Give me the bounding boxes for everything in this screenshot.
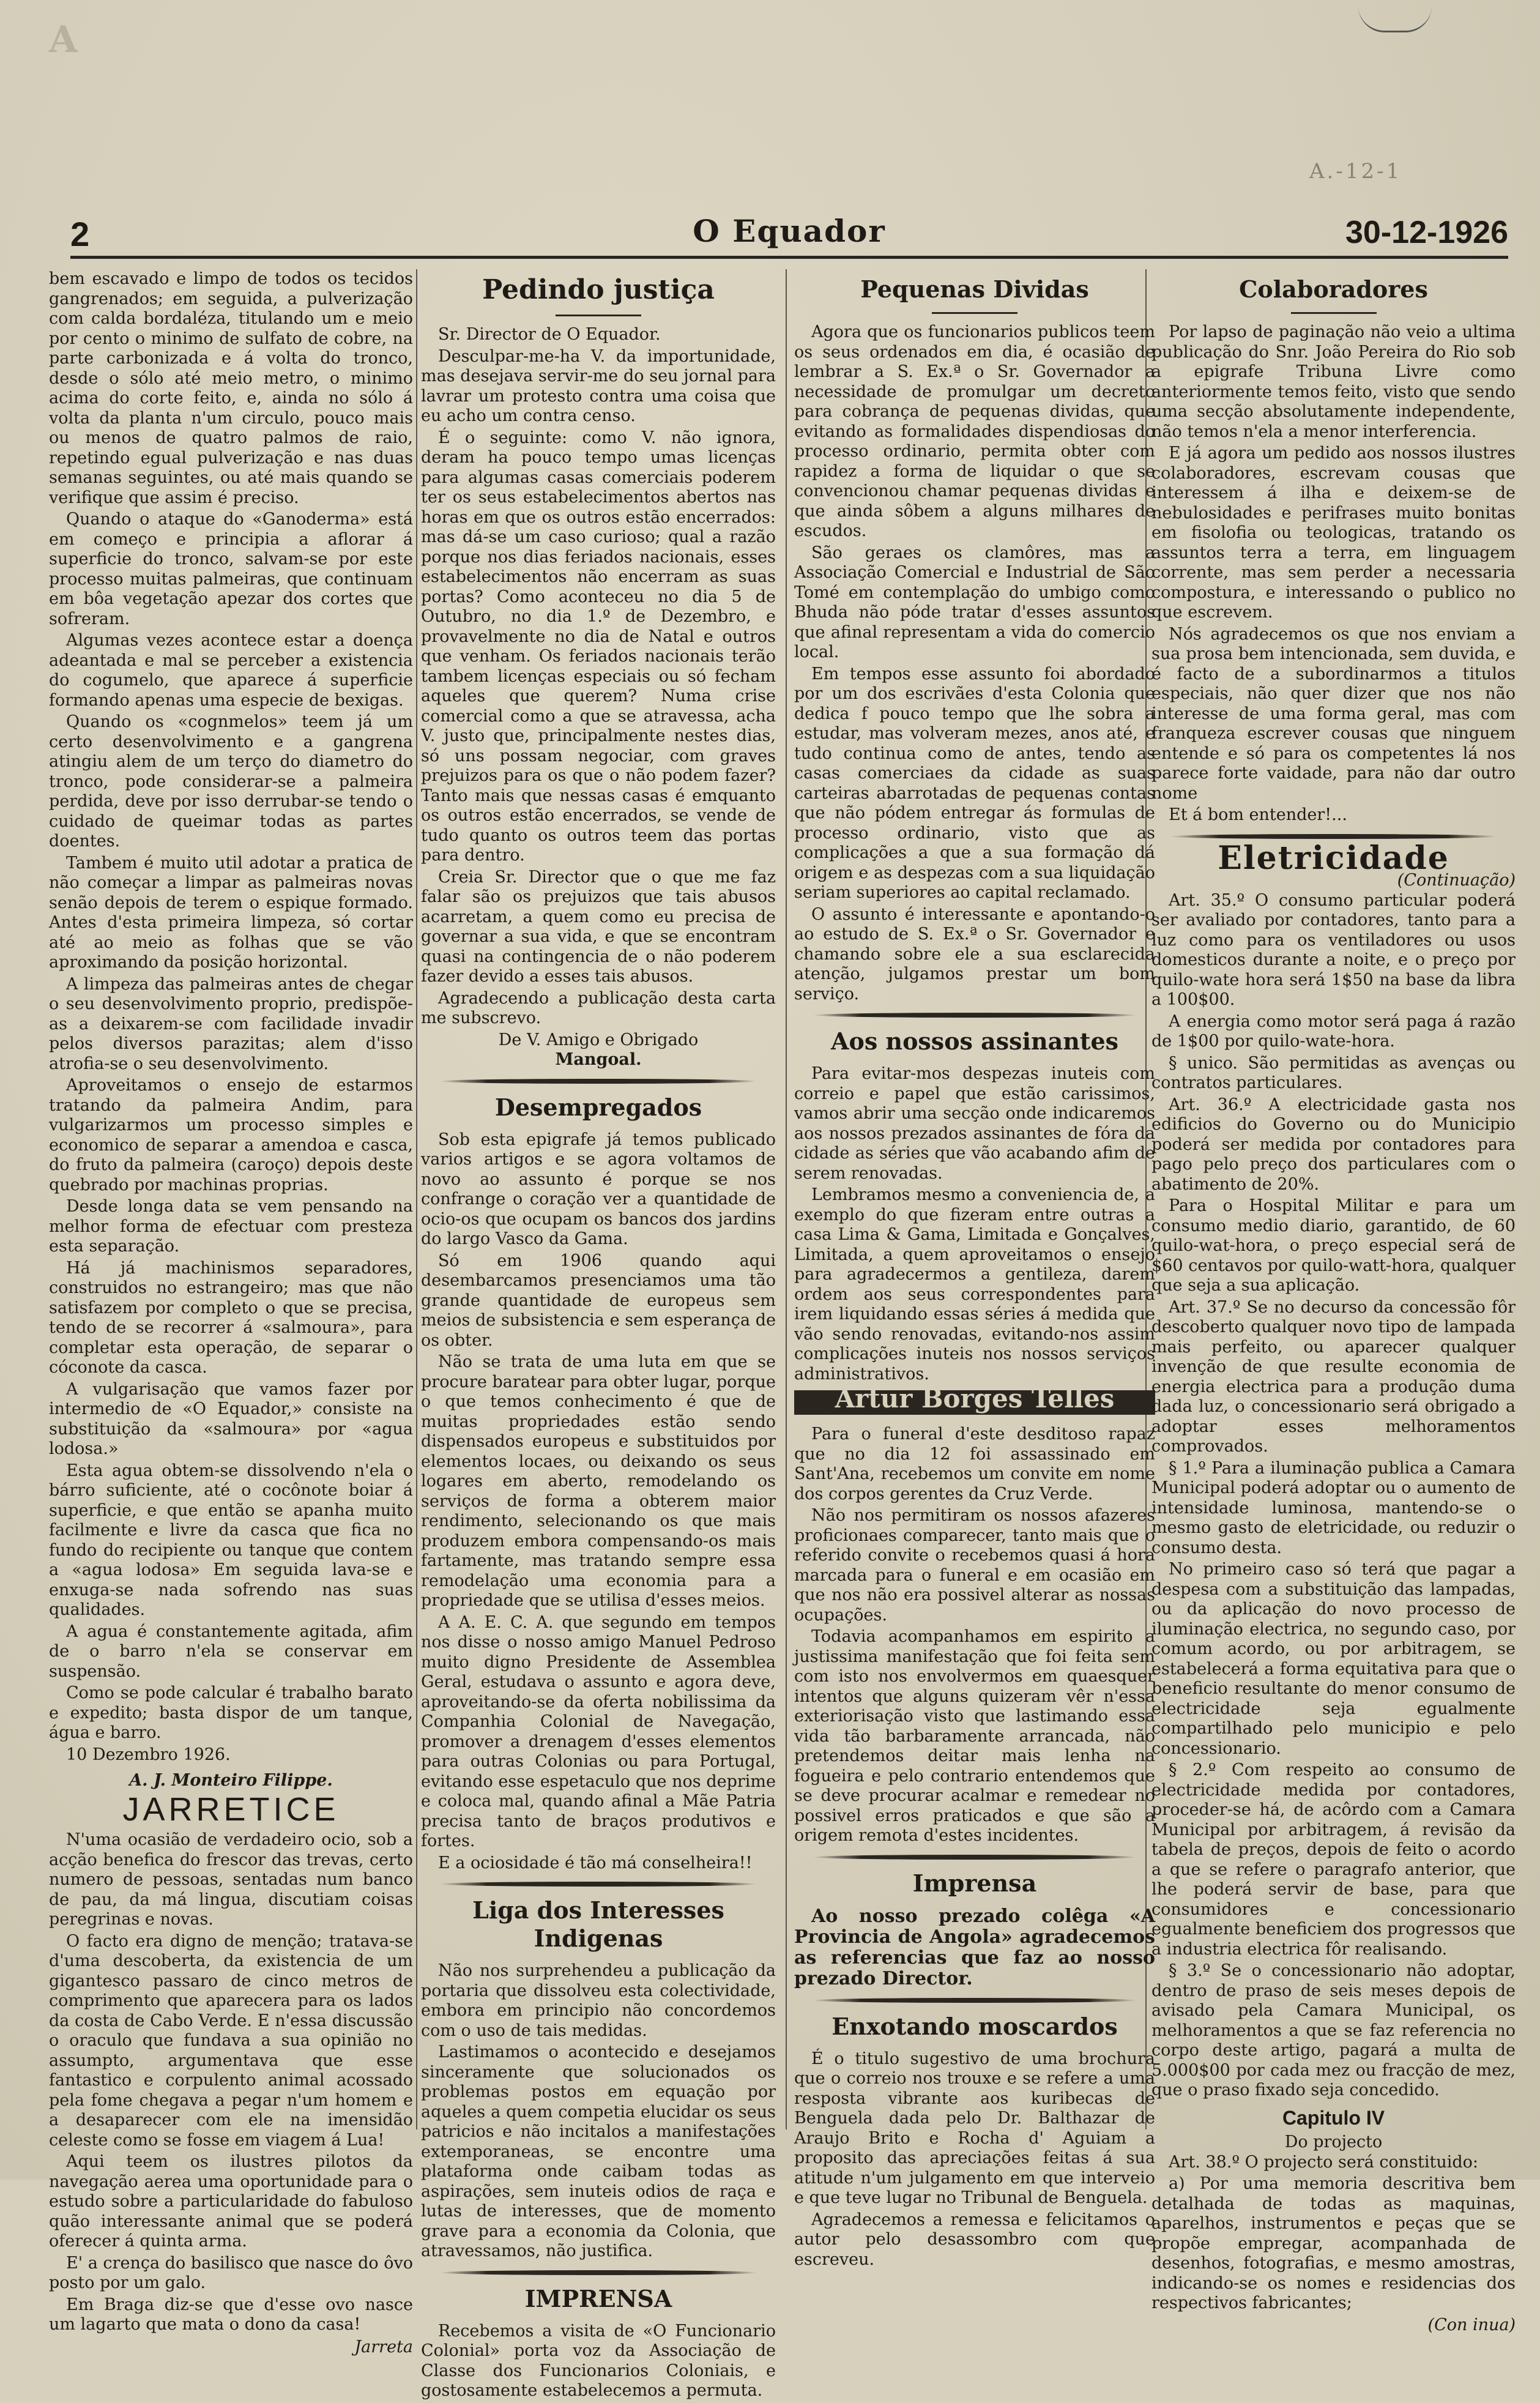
divider	[932, 312, 1017, 314]
divider	[813, 1013, 1137, 1018]
chapter-subheading: Do projecto	[1284, 2133, 1383, 2152]
paragraph: Algumas vezes acontece estar a doença adeantada e mal se perceber a existencia do cogumelo, que aparece á superficie formando apenas uma especie de bexigas.	[49, 631, 413, 710]
paragraph: bem escavado e limpo de todos os tecidos gangrenados; em seguida, a pulverização com calda bordaléza, titulando um e meio por cento o minimo de sulfato de cobre, na parte carbonizada e á volta do tronco, desde o sólo até meio metro, o minimo acima do corte feito, e, ainda no sólo á volta da planta n'um circulo, pouco mais ou menos de quatro palmos de raio, repetindo egual pulverização e nas duas semanas seguintes, ou até mais quando se verifique que assim é preciso.	[49, 269, 413, 507]
paragraph: Para o Hospital Militar e para um consumo medio diario, garantido, de 60 quilo-wat-hora, o preço especial será de $60 centavos por quilo-watt-hora, qualquer que seja a sua aplicação.	[1151, 1196, 1516, 1295]
paragraph: A energia como motor será paga á razão de 1$00 por quilo-wate-hora.	[1151, 1011, 1516, 1051]
article-signature: Jarreta	[354, 2337, 413, 2356]
paragraph: A vulgarisação que vamos fazer por intermedio de «O Equador,» consiste na substituição da «salmoura» por «agua lodosa.»	[49, 1379, 413, 1458]
divider	[439, 1882, 757, 1887]
paragraph: a) Por uma memoria descritiva bem detalhada de todas as maquinas, aparelhos, instrumentos e peças que se propõe empregar, acompanhada de desenhos, fotografias, e mesmo amostras, indicando-se os nomes e residencias dos respectivos fabricantes;	[1151, 2174, 1516, 2312]
divider	[439, 1079, 757, 1084]
chapter-heading: Capitulo IV	[1282, 2106, 1385, 2129]
headline-imprensa-2: Imprensa	[912, 1869, 1037, 1897]
column-2	[421, 269, 776, 2403]
closing: De V. Amigo e Obrigado	[498, 1030, 699, 1049]
headline-imprensa: IMPRENSA	[524, 2284, 672, 2312]
banner-text: Artur Borges Telles	[835, 1384, 1115, 1414]
paragraph: Sob esta epigrafe já temos publicado varios artigos e se agora voltamos de novo ao assunto é porque se nos confrange o coração ver a quantidade de ocio-os que ocupam os bancos dos jardins do largo Vasco da Gama.	[421, 1130, 776, 1248]
paragraph: § 1.º Para a iluminação publica a Camara Municipal poderá adoptar ou o aumento de intensidade luminosa, mantendo-se o mesmo gasto de eletricidade, ou reduzir o consumo desta.	[1151, 1458, 1516, 1557]
headline-pequenas-dividas: Pequenas Dividas	[860, 275, 1089, 303]
masthead-rule	[70, 256, 1508, 259]
headline-desempregados: Desempregados	[494, 1093, 702, 1121]
paragraph: Há já machinismos separadores, construidos no estrangeiro; mas que não satisfazem por completo o que se precisa, tendo de se recorrer á «salmoura», para completar esta operação, de separar o cóconote da casca.	[49, 1258, 413, 1377]
divider	[556, 315, 641, 316]
paragraph: Art. 36.º A electricidade gasta nos edificios do Governo ou do Municipio poderá ser medida por contadores para pago pelo preço dos particulares com o abatimento de 20%.	[1151, 1095, 1516, 1194]
headline-eletricidade: Eletricidade	[1218, 839, 1449, 877]
masthead	[70, 208, 1508, 257]
paragraph: Lastimamos o acontecido e desejamos sinceramente que solucionados os problemas postos em equação por aqueles a quem competia elucidar os seus patricios e não incitalos a manifestações extemporaneas, se encontre uma plataforma onde caibam todas as aspirações, sem inuteis odios de raça e lutas de interesses, que de momento grave para a economia da Colonia, que atravessamos, não justifica.	[421, 2043, 776, 2260]
headline-enxotando-moscardos: Enxotando moscardos	[831, 2012, 1118, 2040]
paragraph: Art. 37.º Se no decurso da concessão fôr descoberto qualquer novo tipo de lampada mais perfeito, ou aparecer qualquer invenção de que resulte economia de energia electrica para a produção duma dada luz, o concessionario será obrigado a adoptar esses melhoramentos comprovados.	[1151, 1297, 1516, 1456]
paragraph: A limpeza das palmeiras antes de chegar o seu desenvolvimento proprio, predispõe-as a deixarem-se com facilidade invadir pelos diversos parazitas; alem d'isso atrofia-se o seu desenvolvimento.	[49, 974, 413, 1073]
paragraph: A agua é constantemente agitada, afim de o barro n'ela se conservar em suspensão.	[49, 1622, 413, 1681]
paragraph: § unico. São permitidas as avenças ou contratos particulares.	[1151, 1053, 1516, 1092]
paragraph: A A. E. C. A. que segundo em tempos nos disse o nosso amigo Manuel Pedroso muito digno Presidente de Assemblea Geral, estudava o assunto e agora deve, aproveitando-se da oferta nobilissima da Companhia Colonial de Navegação, promover a drenagem d'esses elementos para outras Colonias ou para Portugal, evitando esse espetaculo que nos deprime e coloca mal, quando afinal a Mãe Patria precisa tanto de braços produtivos e fortes.	[421, 1612, 776, 1850]
paragraph: Por lapso de paginação não veio a ultima publicação do Snr. João Pereira do Rio sob a epigrafe Tribuna Livre como anteriormente temos feito, visto que sendo uma secção absolutamente independente, não temos n'ela a menor interferencia.	[1151, 322, 1516, 441]
page-number: 2	[70, 215, 90, 253]
paragraph: Lembramos mesmo a conveniencia de, a exemplo do que fizeram entre outras a casa Lima & Gama, Limitada e Gonçalves, Limitada, a quem aproveitamos o ensejo para agradecermos a gentileza, darem ordem aos seus correspondentes para irem liquidando essas séries á medida que vão sendo renovadas, evitando-nos assim complicações inuteis nos nossos serviços administrativos.	[794, 1185, 1155, 1384]
column-1	[49, 269, 413, 2366]
paragraph: E' a crença do basilisco que nasce do ôvo posto por um galo.	[49, 2253, 413, 2292]
paragraph: Não se trata de uma luta em que se procure baratear para obter lugar, porque o que temos conhecimento é que de muitas propriedades estão sendo dispensados europeus e substituidos por elementos locaes, ou deixando os seus logares em aberto, remodelando os serviços de forma a obterem maior rendimento, selecionando os que mais produzem embora compensando-os mais fartamente, mas tratando sempre essa remodelação uma economia para a propriedade que se utilisa d'esses meios.	[421, 1352, 776, 1610]
column-4	[1151, 269, 1516, 2335]
paragraph: Quando o ataque do «Ganoderma» está em começo e principia a aflorar á superficie do tronco, salvam-se por este processo muitas palmeiras, que continuam em bôa vegetação apezar dos cortes que sofreram.	[49, 510, 413, 628]
paragraph: É o titulo sugestivo de uma brochura que o correio nos trouxe e se refere a uma resposta vibrante aos kuribecas de Benguela dada pelo Dr. Balthazar de Araujo Brito e Rocha d' Aguiam a proposito das apreciações feitas á sua atitude n'um julgamento em que interveio e que teve lugar no Tribunal de Benguela.	[794, 2049, 1155, 2207]
article-signature: A. J. Monteiro Filippe.	[129, 1771, 333, 1790]
newspaper-title: O Equador	[693, 213, 886, 249]
paragraph: Todavia acompanhamos em espirito a justissima manifestação que foi feita sem com isto nos envolvermos em quaesquer intentos que alguns quizeram vêr n'essa exteriorisação visto que lastimando essa vida tão barbaramente arrancada, não pretendemos deitar mais lenha na fogueira e pelo contrario entendemos que se deve procurar acalmar e remedear no possivel erros praticados e que são a origem remota d'estes incidentes.	[794, 1627, 1155, 1845]
column-divider	[416, 269, 417, 2129]
paragraph: Art. 38.º O projecto será constituido:	[1169, 2152, 1478, 2172]
divider	[1291, 312, 1377, 314]
paragraph: O assunto é interessante e apontando-o ao estudo de S. Ex.ª o Sr. Governador e chamando sobre ele a sua esclarecida atenção, julgamos prestar um bom serviço.	[794, 904, 1155, 1004]
paragraph: Agora que os funcionarios publicos teem os seus ordenados em dia, é ocasião de lembrar a S. Ex.ª o Sr. Governador a necessidade de promulgar um decreto para cobrança de pequenas dividas, que evitando as formalidades dispendiosas do processo ordinario, permita obter com rapidez a forma de liquidar o que se convencionou chamar pequenas dividas e que ainda sôbem a alguns milhares de escudos.	[794, 322, 1155, 540]
paragraph: Para o funeral d'este desditoso rapaz que no dia 12 foi assassinado em Sant'Ana, recebemos um convite em nome dos corpos gerentes da Cruz Verde.	[794, 1425, 1155, 1503]
paragraph: São geraes os clamôres, mas a Associação Comercial e Industrial de São Tomé em contemplação do umbigo como Bhuda não póde tratar d'esses assuntos que afinal representam a vida do comercio local.	[794, 543, 1155, 661]
paragraph: Como se pode calcular é trabalho barato e expedito; basta dispor de um tanque, água e barro.	[49, 1683, 413, 1742]
paragraph: Nós agradecemos os que nos enviam a sua prosa bem intencionada, sem duvida, e é facto de a subordinarmos a titulos especiais, não quer dizer que nos não interesse de uma forma geral, mas com franqueza escrever cousas que ninguem entende e só para os competentes lá nos parece forte vaidade, para não dar outro nome	[1151, 624, 1516, 803]
paragraph: É o seguinte: como V. não ignora, deram ha pouco tempo umas licenças para algumas casas comerciais poderem ter os seus estabelecimentos abertos nas horas em que os outros estão encerrados: mas dá-se um caso curioso; qual a razão porque nos dias feriados nacionais, esses estabelecimentos não encerram as suas portas? Como aconteceu no dia 5 de Outubro, no dia 1.º de Dezembro, e provavelmente no dia de Natal e outros que venham. Os feriados nacionais terão tambem licenças especiais ou só fecham aqueles que querem? Numa crise comercial como a que se atravessa, acha V. justo que, principalmente nestes dias, só uns possam negociar, com graves prejuizos para os que o não podem fazer? Tanto mais que nessas casas é emquanto os outros estão encerrados, se vende de tudo quanto os outros teem das portas para dentro.	[421, 428, 776, 865]
paragraph: Agradecendo a publicação desta carta me subscrevo.	[421, 988, 776, 1027]
paragraph: Não nos permitiram os nossos afazeres proficionaes comparecer, tanto mais que o referido convite o recebemos quasi á hora marcada para o funeral e em ocasião em que nos não era possivel alterar as nossas ocupações.	[794, 1506, 1155, 1625]
dateline: 10 Dezembro 1926.	[66, 1745, 231, 1764]
paragraph: Aqui teem os ilustres pilotos da navegação aerea uma oportunidade para o estudo sobre a particularidade do fabuloso quão interessante animal que se poderá oferecer á quinta arma.	[49, 2152, 413, 2251]
paragraph: Art. 35.º O consumo particular poderá ser avaliado por contadores, tanto para a luz como para os ventiladores ou usos domesticos durante a noite, e o preço por quilo-wate hora será 1$50 na base da libra a 100$00.	[1151, 890, 1516, 1009]
paragraph: § 2.º Com respeito ao consumo de electricidade medida por contadores, proceder-se há, de acôrdo com a Camara Municipal por arbitragem, á revisão da tabela de preços, depois de feito o acordo a que se refere o paragrafo anterior, que lhe poderá servir de base, para que consumidores e concessionario egualmente beneficiem dos progressos que a industria electrica fôr realisando.	[1151, 1760, 1516, 1959]
paragraph: Desculpar-me-ha V. da importunidade, mas desejava servir-me do seu jornal para lavrar um protesto contra uma coisa que eu acho um contra censo.	[421, 346, 776, 425]
headline-colaboradores: Colaboradores	[1239, 275, 1428, 303]
paragraph: Só em 1906 quando aqui desembarcamos presenciamos uma tão grande quantidade de europeus sem meios de subsistencia e sem esperança de os obter.	[421, 1251, 776, 1350]
divider	[813, 1998, 1137, 2003]
archive-mark: A.-12-1	[1309, 159, 1402, 184]
thanks-box: Ao nosso prezado colêga «A Provincia de Angola» agradecemos as referencias que faz ao nosso prezado Director.	[794, 1905, 1155, 1989]
headline-pedindo-justica: Pedindo justiça	[482, 274, 715, 305]
paragraph: E a ociosidade é tão má conselheira!!	[438, 1853, 753, 1872]
paragraph: Esta agua obtem-se dissolvendo n'ela o bárro suficiente, até o cocônote boiar á superficie, e que então se apanha muito facilmente e livre da casca que fica no fundo do recipiente ou tanque que contem a «agua lodosa» Em seguida lava-se e enxuga-se nada sofrendo nas suas qualidades.	[49, 1461, 413, 1619]
paragraph: Não nos surprehendeu a publicação da portaria que dissolveu esta colectividade, embora em principio não concordemos com o uso de tais medidas.	[421, 1961, 776, 2040]
paragraph: Creia Sr. Director que o que me faz falar são os prejuizos que tais abusos acarretam, a quem como eu precisa de governar a sua vida, e que se encontram quasi na contingencia de o não poderem fazer devido a esses tais abusos.	[421, 867, 776, 986]
pencil-mark	[1358, 6, 1432, 32]
headline-liga-indigenas: Liga dos Interesses Indigenas	[472, 1896, 724, 1952]
column-divider	[786, 269, 787, 2129]
divider	[439, 2270, 757, 2275]
paragraph: O facto era digno de menção; tratava-se d'uma descoberta, da existencia de um gigantesco passaro de cinco metros de comprimento que aparecera para os lados da costa de Cabo Verde. E n'essa discussão o oraculo que fundava a sua opinião no assumpto, argumentava que esse fantastico e corpulento animal acossado pela fome chegava a pegar n'um homem e a desaparecer com ele na imensidão celeste como se fosse em viagem á Lua!	[49, 1931, 413, 2150]
paragraph: E já agora um pedido aos nossos ilustres colaboradores, escrevam cousas que interessem á ilha e deixem-se de nebulosidades e perifrases muito bonitas em fisolofia ou teologicas, tratando os assuntos terra a terra, em linguagem corrente, mas sem perder a necessaria compostura, e interessando o publico no que escrevem.	[1151, 444, 1516, 622]
headline-artur-borges-telles	[794, 1384, 1155, 1415]
paragraph: Aproveitamos o ensejo de estarmos tratando da palmeira Andim, para vulgarizarmos um processo simples e economico de separar a amendoa e casca, do fruto da palmeira (caroço) depois deste quebrado por machinas proprias.	[49, 1076, 413, 1194]
paragraph: Et á bom entender!...	[1169, 805, 1347, 824]
column-3	[794, 269, 1155, 2271]
paragraph: Desde longa data se vem pensando na melhor forma de efectuar com presteza esta separação.	[49, 1197, 413, 1256]
divider	[813, 1855, 1137, 1860]
paragraph: Para evitar-mos despezas inuteis com correio e papel que estão carissimos, vamos abrir uma secção onde indicaremos aos nossos prezados assinantes de fóra da cidade as séries que vão acabando afim de serem renovadas.	[794, 1064, 1155, 1183]
paragraph: N'uma ocasião de verdadeiro ocio, sob a acção benefica do frescor das trevas, certo numero de pessoas, sentadas num banco de pau, da má lingua, discutiam coisas peregrinas e novas.	[49, 1830, 413, 1929]
headline-assinantes: Aos nossos assinantes	[830, 1027, 1119, 1055]
paragraph: Tambem é muito util adotar a pratica de não começar a limpar as palmeiras novas senão depois de terem o espique formado. Antes d'esta primeira limpeza, só cortar até ao meio as folhas que se vão aproximando da posição horizontal.	[49, 853, 413, 972]
article-signature: Mangoal.	[555, 1050, 642, 1069]
continuation-note: (Continuação)	[1397, 871, 1516, 890]
salutation: Sr. Director de O Equador.	[438, 325, 661, 344]
paragraph: Em Braga diz-se que d'esse ovo nasce um lagarto que mata o dono da casa!	[49, 2295, 413, 2334]
paragraph: Recebemos a visita de «O Funcionario Colonial» porta voz da Associação de Classe dos Funcionarios Coloniais, e gostosamente estabelecemos a permuta.	[421, 2321, 776, 2400]
divider	[1170, 834, 1497, 839]
paragraph: Quando os «cognmelos» teem já um certo desenvolvimento e a gangrena atingiu alem de um terço do diametro do tronco, pode considerar-se a palmeira perdida, deve por isso derrubar-se tendo o cuidado de queimar todas as partes doentes.	[49, 712, 413, 851]
archive-corner-mark: A	[49, 18, 78, 61]
paragraph: § 3.º Se o concessionario não adoptar, dentro de praso de seis meses depois de avisado pela Camara Municipal, os melhoramentos a que se faz referencia no corpo deste artigo, pagará a multa de 5.000$00 por cada mez ou fracção de mez, que o praso fixado seja concedido.	[1151, 1961, 1516, 2099]
section-title-jarretice: JARRETICE	[122, 1790, 340, 1828]
paragraph: Em tempos esse assunto foi abordado por um dos escrivães d'esta Colonia que dedica f pouco tempo que lhe sobra a estudar, mas volveram mezes, anos até, e tudo continua como de antes, tendo as casas comerciaes da cidade as suas carteiras abarrotadas de pequenas contas que não pódem entregar ás formulas de processo ordinario, visto que as complicações a que a sua formação dá origem e as despezas com a sua liquidação seriam superiores ao capital reclamado.	[794, 664, 1155, 902]
paragraph: No primeiro caso só terá que pagar a despesa com a substituição das lampadas, ou da aplicação do novo processo de iluminação electrica, no segundo caso, por comum acordo, ou por arbitragem, se estabelecerá a forma equitativa para que o beneficio resultante do menor consumo de electricidade seja egualmente compartilhado pelo municipio e pelo concessionario.	[1151, 1560, 1516, 1758]
continued-note: (Con inua)	[1427, 2315, 1516, 2334]
issue-date: 30-12-1926	[1345, 215, 1508, 250]
paragraph: Agradecemos a remessa e felicitamos o autor pelo desassombro com que escreveu.	[794, 2210, 1155, 2269]
